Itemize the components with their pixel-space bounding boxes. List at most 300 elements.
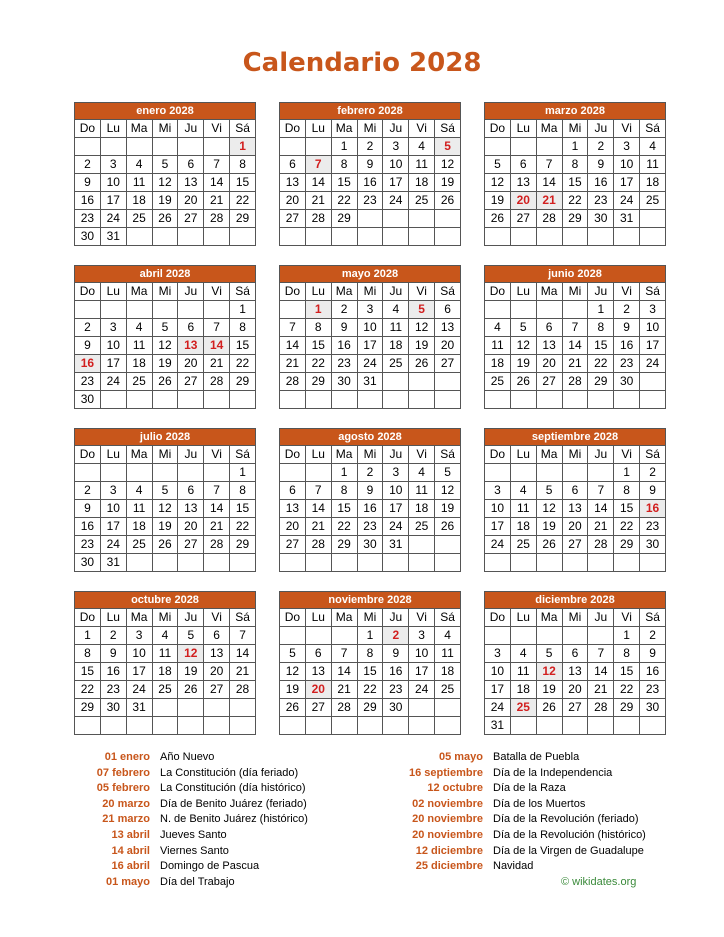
day-cell: 30 — [75, 228, 101, 246]
day-cell: 7 — [588, 645, 614, 663]
day-cell: 15 — [357, 663, 383, 681]
empty-day-cell — [536, 464, 562, 482]
holiday-day-cell: 16 — [640, 500, 666, 518]
day-cell: 11 — [383, 319, 409, 337]
weekday-header: Ma — [126, 120, 152, 138]
holiday-date: 25 diciembre — [415, 860, 483, 873]
holiday-day-cell: 2 — [383, 627, 409, 645]
empty-day-cell — [75, 717, 101, 735]
weekday-header: Vi — [614, 120, 640, 138]
weekday-header: Do — [75, 120, 101, 138]
day-cell: 17 — [100, 518, 126, 536]
day-cell: 31 — [126, 699, 152, 717]
day-cell: 5 — [536, 482, 562, 500]
day-cell: 31 — [485, 717, 511, 735]
empty-day-cell — [588, 228, 614, 246]
empty-day-cell — [331, 391, 357, 409]
day-cell: 20 — [280, 518, 306, 536]
holiday-name: Día de la Virgen de Guadalupe — [493, 844, 644, 857]
weekday-header: Ma — [536, 446, 562, 464]
holiday-date: 20 marzo — [102, 797, 150, 810]
month-calendar — [74, 102, 256, 246]
day-cell: 22 — [230, 355, 256, 373]
day-cell: 3 — [485, 482, 511, 500]
day-cell: 24 — [485, 699, 511, 717]
day-cell: 24 — [357, 355, 383, 373]
day-cell: 23 — [640, 518, 666, 536]
holiday-date: 21 marzo — [102, 813, 150, 826]
weekday-header: Lu — [100, 446, 126, 464]
empty-day-cell — [562, 627, 588, 645]
day-cell: 4 — [126, 319, 152, 337]
empty-day-cell — [230, 717, 256, 735]
day-cell: 27 — [562, 536, 588, 554]
weekday-header: Sá — [640, 609, 666, 627]
empty-day-cell — [383, 391, 409, 409]
day-cell: 30 — [588, 210, 614, 228]
day-cell: 27 — [280, 536, 306, 554]
empty-day-cell — [409, 699, 435, 717]
day-cell: 3 — [100, 156, 126, 174]
day-cell: 19 — [280, 681, 306, 699]
holiday-day-cell: 13 — [178, 337, 204, 355]
day-cell: 1 — [230, 464, 256, 482]
day-cell: 29 — [75, 699, 101, 717]
day-cell: 11 — [126, 500, 152, 518]
day-cell: 7 — [204, 482, 230, 500]
holiday-date: 05 mayo — [438, 751, 483, 763]
day-cell: 14 — [230, 645, 256, 663]
day-cell: 18 — [485, 355, 511, 373]
holiday-date: 02 noviembre — [412, 797, 483, 810]
day-cell: 15 — [331, 174, 357, 192]
weekday-header: Ju — [383, 120, 409, 138]
day-cell: 9 — [614, 319, 640, 337]
empty-day-cell — [588, 464, 614, 482]
day-cell: 18 — [409, 500, 435, 518]
day-cell: 24 — [383, 192, 409, 210]
day-cell: 3 — [383, 138, 409, 156]
weekday-header: Ma — [536, 609, 562, 627]
holiday-name: La Constitución (día histórico) — [160, 782, 306, 795]
day-cell: 4 — [640, 138, 666, 156]
day-cell: 22 — [331, 518, 357, 536]
holiday-row — [74, 859, 360, 875]
weekday-header: Mi — [357, 120, 383, 138]
holiday-date: 07 febrero — [96, 766, 150, 779]
day-cell: 14 — [331, 663, 357, 681]
empty-day-cell — [100, 464, 126, 482]
weekday-header: Sá — [230, 609, 256, 627]
weekday-header: Vi — [409, 120, 435, 138]
empty-day-cell — [485, 228, 511, 246]
day-cell: 7 — [305, 482, 331, 500]
holiday-row — [74, 812, 360, 828]
empty-day-cell — [510, 301, 536, 319]
empty-day-cell — [588, 717, 614, 735]
day-cell: 23 — [640, 681, 666, 699]
day-cell: 6 — [562, 482, 588, 500]
empty-day-cell — [100, 717, 126, 735]
day-cell: 4 — [435, 627, 461, 645]
weekday-header: Sá — [640, 446, 666, 464]
day-cell: 28 — [331, 699, 357, 717]
day-cell: 13 — [178, 174, 204, 192]
empty-day-cell — [230, 554, 256, 572]
day-cell: 9 — [640, 645, 666, 663]
empty-day-cell — [280, 627, 306, 645]
day-cell: 2 — [357, 138, 383, 156]
holiday-name: Domingo de Pascua — [160, 860, 260, 873]
day-cell: 12 — [435, 482, 461, 500]
day-cell: 27 — [435, 355, 461, 373]
empty-day-cell — [230, 699, 256, 717]
day-cell: 16 — [75, 192, 101, 210]
day-cell: 1 — [614, 627, 640, 645]
empty-day-cell — [100, 138, 126, 156]
day-cell: 30 — [383, 699, 409, 717]
weekday-header: Mi — [562, 120, 588, 138]
day-cell: 15 — [75, 663, 101, 681]
day-cell: 15 — [614, 663, 640, 681]
day-cell: 9 — [75, 337, 101, 355]
day-cell: 24 — [100, 373, 126, 391]
day-cell: 8 — [588, 319, 614, 337]
month-calendar — [484, 428, 666, 572]
empty-day-cell — [357, 391, 383, 409]
day-cell: 19 — [152, 355, 178, 373]
day-cell: 23 — [357, 518, 383, 536]
holiday-date: 20 noviembre — [412, 813, 483, 826]
empty-day-cell — [435, 717, 461, 735]
day-cell: 4 — [510, 482, 536, 500]
weekday-header: Ma — [126, 283, 152, 301]
empty-day-cell — [536, 301, 562, 319]
day-cell: 18 — [126, 192, 152, 210]
month-title: febrero 2028 — [280, 103, 461, 120]
day-cell: 28 — [305, 536, 331, 554]
day-cell: 11 — [409, 156, 435, 174]
empty-day-cell — [510, 391, 536, 409]
day-cell: 9 — [588, 156, 614, 174]
day-cell: 1 — [588, 301, 614, 319]
day-cell: 23 — [75, 373, 101, 391]
day-cell: 6 — [305, 645, 331, 663]
day-cell: 10 — [100, 174, 126, 192]
day-cell: 12 — [152, 174, 178, 192]
holiday-name: Día de la Revolución (histórico) — [493, 828, 646, 841]
empty-day-cell — [178, 464, 204, 482]
holiday-day-cell: 1 — [305, 301, 331, 319]
day-cell: 17 — [357, 337, 383, 355]
day-cell: 19 — [152, 518, 178, 536]
day-cell: 14 — [305, 174, 331, 192]
empty-day-cell — [178, 554, 204, 572]
empty-day-cell — [305, 138, 331, 156]
day-cell: 19 — [536, 681, 562, 699]
weekday-header: Vi — [204, 120, 230, 138]
day-cell: 19 — [485, 192, 511, 210]
day-cell: 3 — [100, 319, 126, 337]
empty-day-cell — [152, 717, 178, 735]
empty-day-cell — [178, 228, 204, 246]
holiday-list-right — [405, 750, 693, 875]
day-cell: 26 — [435, 518, 461, 536]
holiday-date: 16 abril — [111, 860, 150, 873]
day-cell: 9 — [100, 645, 126, 663]
day-cell: 7 — [588, 482, 614, 500]
day-cell: 5 — [435, 464, 461, 482]
day-cell: 17 — [614, 174, 640, 192]
weekday-header: Do — [75, 609, 101, 627]
day-cell: 13 — [280, 500, 306, 518]
weekday-header: Do — [75, 446, 101, 464]
day-cell: 26 — [536, 699, 562, 717]
day-cell: 20 — [435, 337, 461, 355]
day-cell: 22 — [230, 518, 256, 536]
day-cell: 28 — [230, 681, 256, 699]
day-cell: 7 — [562, 319, 588, 337]
day-cell: 30 — [75, 391, 101, 409]
empty-day-cell — [435, 373, 461, 391]
day-cell: 12 — [152, 337, 178, 355]
day-cell: 21 — [204, 355, 230, 373]
empty-day-cell — [510, 138, 536, 156]
empty-day-cell — [409, 536, 435, 554]
weekday-header: Ma — [331, 609, 357, 627]
day-cell: 14 — [588, 500, 614, 518]
day-cell: 17 — [640, 337, 666, 355]
day-cell: 5 — [152, 156, 178, 174]
day-cell: 28 — [562, 373, 588, 391]
month-calendar — [484, 591, 666, 735]
empty-day-cell — [331, 627, 357, 645]
empty-day-cell — [640, 228, 666, 246]
day-cell: 23 — [75, 536, 101, 554]
day-cell: 8 — [331, 482, 357, 500]
holiday-row — [74, 844, 360, 860]
credit-link[interactable]: © wikidates.org — [561, 876, 637, 888]
day-cell: 28 — [204, 210, 230, 228]
day-cell: 24 — [485, 536, 511, 554]
empty-day-cell — [126, 554, 152, 572]
empty-day-cell — [435, 536, 461, 554]
holiday-row — [74, 781, 360, 797]
empty-day-cell — [280, 301, 306, 319]
weekday-header: Sá — [435, 120, 461, 138]
day-cell: 3 — [640, 301, 666, 319]
day-cell: 14 — [204, 174, 230, 192]
empty-day-cell — [230, 391, 256, 409]
day-cell: 22 — [75, 681, 101, 699]
empty-day-cell — [357, 210, 383, 228]
day-cell: 8 — [357, 645, 383, 663]
day-cell: 1 — [357, 627, 383, 645]
empty-day-cell — [485, 391, 511, 409]
day-cell: 11 — [485, 337, 511, 355]
day-cell: 19 — [178, 663, 204, 681]
empty-day-cell — [562, 391, 588, 409]
day-cell: 5 — [280, 645, 306, 663]
weekday-header: Do — [280, 446, 306, 464]
day-cell: 1 — [75, 627, 101, 645]
empty-day-cell — [126, 717, 152, 735]
day-cell: 3 — [357, 301, 383, 319]
day-cell: 4 — [383, 301, 409, 319]
day-cell: 27 — [178, 210, 204, 228]
day-cell: 30 — [331, 373, 357, 391]
day-cell: 8 — [230, 482, 256, 500]
weekday-header: Do — [280, 283, 306, 301]
day-cell: 16 — [100, 663, 126, 681]
empty-day-cell — [204, 699, 230, 717]
day-cell: 8 — [305, 319, 331, 337]
day-cell: 15 — [230, 174, 256, 192]
day-cell: 1 — [614, 464, 640, 482]
day-cell: 13 — [280, 174, 306, 192]
weekday-header: Lu — [510, 283, 536, 301]
day-cell: 28 — [280, 373, 306, 391]
day-cell: 30 — [614, 373, 640, 391]
empty-day-cell — [75, 301, 101, 319]
empty-day-cell — [305, 554, 331, 572]
day-cell: 13 — [562, 500, 588, 518]
day-cell: 27 — [305, 699, 331, 717]
holiday-date: 20 noviembre — [412, 828, 483, 841]
weekday-header: Do — [485, 283, 511, 301]
day-cell: 8 — [562, 156, 588, 174]
day-cell: 27 — [536, 373, 562, 391]
empty-day-cell — [536, 228, 562, 246]
day-cell: 22 — [562, 192, 588, 210]
empty-day-cell — [562, 301, 588, 319]
empty-day-cell — [357, 554, 383, 572]
empty-day-cell — [178, 391, 204, 409]
holiday-day-cell: 5 — [435, 138, 461, 156]
day-cell: 19 — [435, 174, 461, 192]
holiday-row — [74, 828, 360, 844]
holiday-date: 16 septiembre — [409, 766, 483, 779]
empty-day-cell — [204, 138, 230, 156]
day-cell: 25 — [409, 518, 435, 536]
day-cell: 2 — [357, 464, 383, 482]
empty-day-cell — [357, 228, 383, 246]
empty-day-cell — [562, 464, 588, 482]
weekday-header: Vi — [409, 283, 435, 301]
weekday-header: Ju — [588, 609, 614, 627]
empty-day-cell — [588, 554, 614, 572]
day-cell: 22 — [614, 518, 640, 536]
day-cell: 29 — [562, 210, 588, 228]
empty-day-cell — [588, 627, 614, 645]
day-cell: 31 — [100, 228, 126, 246]
empty-day-cell — [204, 717, 230, 735]
weekday-header: Do — [485, 120, 511, 138]
day-cell: 2 — [614, 301, 640, 319]
day-cell: 11 — [126, 337, 152, 355]
empty-day-cell — [409, 717, 435, 735]
weekday-header: Sá — [230, 446, 256, 464]
holiday-date: 05 febrero — [96, 782, 150, 795]
holiday-row — [74, 766, 360, 782]
day-cell: 16 — [357, 174, 383, 192]
day-cell: 13 — [204, 645, 230, 663]
holiday-name: Día de la Revolución (feriado) — [493, 813, 639, 826]
holiday-row — [405, 766, 693, 782]
empty-day-cell — [305, 391, 331, 409]
day-cell: 25 — [383, 355, 409, 373]
day-cell: 20 — [178, 355, 204, 373]
day-cell: 8 — [230, 156, 256, 174]
holiday-day-cell: 12 — [536, 663, 562, 681]
day-cell: 25 — [435, 681, 461, 699]
day-cell: 29 — [614, 699, 640, 717]
day-cell: 29 — [230, 373, 256, 391]
day-cell: 26 — [280, 699, 306, 717]
day-cell: 25 — [126, 373, 152, 391]
empty-day-cell — [485, 301, 511, 319]
day-cell: 4 — [510, 645, 536, 663]
empty-day-cell — [383, 554, 409, 572]
day-cell: 10 — [485, 663, 511, 681]
empty-day-cell — [152, 138, 178, 156]
weekday-header: Ju — [178, 446, 204, 464]
day-cell: 20 — [178, 518, 204, 536]
day-cell: 24 — [640, 355, 666, 373]
weekday-header: Sá — [230, 283, 256, 301]
day-cell: 26 — [536, 536, 562, 554]
empty-day-cell — [409, 391, 435, 409]
day-cell: 6 — [280, 156, 306, 174]
day-cell: 6 — [178, 319, 204, 337]
day-cell: 21 — [280, 355, 306, 373]
weekday-header: Lu — [305, 283, 331, 301]
day-cell: 28 — [204, 536, 230, 554]
day-cell: 17 — [409, 663, 435, 681]
empty-day-cell — [152, 464, 178, 482]
empty-day-cell — [588, 391, 614, 409]
day-cell: 21 — [562, 355, 588, 373]
day-cell: 21 — [204, 192, 230, 210]
empty-day-cell — [178, 301, 204, 319]
day-cell: 22 — [614, 681, 640, 699]
empty-day-cell — [178, 717, 204, 735]
day-cell: 17 — [485, 681, 511, 699]
empty-day-cell — [204, 228, 230, 246]
day-cell: 10 — [485, 500, 511, 518]
month-title: junio 2028 — [485, 266, 666, 283]
empty-day-cell — [485, 554, 511, 572]
empty-day-cell — [383, 210, 409, 228]
day-cell: 10 — [640, 319, 666, 337]
month-title: marzo 2028 — [485, 103, 666, 120]
empty-day-cell — [435, 699, 461, 717]
empty-day-cell — [152, 554, 178, 572]
day-cell: 10 — [614, 156, 640, 174]
empty-day-cell — [331, 554, 357, 572]
empty-day-cell — [204, 464, 230, 482]
empty-day-cell — [614, 717, 640, 735]
day-cell: 23 — [357, 192, 383, 210]
empty-day-cell — [280, 391, 306, 409]
day-cell: 10 — [409, 645, 435, 663]
day-cell: 15 — [614, 500, 640, 518]
day-cell: 25 — [640, 192, 666, 210]
empty-day-cell — [331, 228, 357, 246]
day-cell: 24 — [409, 681, 435, 699]
day-cell: 6 — [280, 482, 306, 500]
day-cell: 15 — [562, 174, 588, 192]
